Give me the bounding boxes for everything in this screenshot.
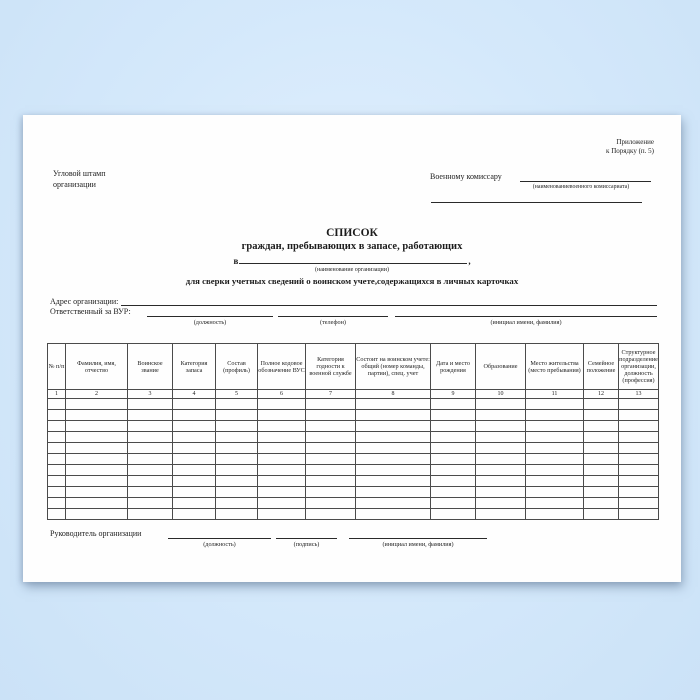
address-row: [50, 296, 657, 306]
empty-cell: [173, 432, 216, 443]
empty-cell: [476, 498, 526, 509]
empty-cell: [356, 432, 431, 443]
column-header-5: Состав (профиль): [216, 344, 258, 390]
empty-cell: [216, 465, 258, 476]
empty-cell: [48, 498, 66, 509]
empty-cell: [128, 498, 173, 509]
column-number-1: 1: [48, 390, 66, 399]
empty-cell: [216, 421, 258, 432]
empty-cell: [48, 487, 66, 498]
empty-cell: [526, 421, 584, 432]
empty-cell: [173, 454, 216, 465]
empty-cell: [584, 432, 619, 443]
empty-cell: [66, 476, 128, 487]
table-row: [48, 410, 659, 421]
address-blank-line: [121, 296, 657, 306]
empty-cell: [584, 498, 619, 509]
empty-cell: [476, 410, 526, 421]
responsible-label: Ответственный за ВУР:: [50, 307, 131, 316]
empty-cell: [48, 443, 66, 454]
stamp-line2: организации: [53, 179, 96, 189]
empty-cell: [526, 487, 584, 498]
empty-cell: [476, 443, 526, 454]
empty-cell: [128, 399, 173, 410]
column-number-4: 4: [173, 390, 216, 399]
organization-name-blank: [239, 254, 467, 264]
table-row: [48, 498, 659, 509]
empty-cell: [173, 410, 216, 421]
empty-cell: [306, 476, 356, 487]
commissar-label: Военному комиссару: [430, 172, 502, 181]
column-number-8: 8: [356, 390, 431, 399]
stamp-line1: Угловой штамп: [53, 169, 106, 178]
empty-cell: [128, 432, 173, 443]
column-number-2: 2: [66, 390, 128, 399]
empty-cell: [216, 476, 258, 487]
empty-cell: [66, 421, 128, 432]
responsible-phone-hint: (телефон): [320, 319, 346, 326]
document-title: СПИСОК: [326, 227, 378, 239]
footer-signature-blank: [276, 530, 337, 539]
empty-cell: [128, 421, 173, 432]
empty-cell: [258, 443, 306, 454]
column-header-1: № п/п: [48, 344, 66, 390]
empty-cell: [306, 465, 356, 476]
empty-cell: [48, 476, 66, 487]
empty-cell: [356, 498, 431, 509]
empty-cell: [526, 443, 584, 454]
column-header-10: Образование: [476, 344, 526, 390]
table-row: [48, 390, 659, 399]
empty-cell: [584, 454, 619, 465]
empty-cell: [66, 443, 128, 454]
empty-cell: [356, 454, 431, 465]
footer-signature-hint: (подпись): [293, 541, 320, 548]
empty-cell: [216, 443, 258, 454]
column-header-11: Место жительства (место пребывания): [526, 344, 584, 390]
empty-cell: [526, 498, 584, 509]
empty-cell: [48, 454, 66, 465]
empty-cell: [66, 465, 128, 476]
empty-cell: [216, 498, 258, 509]
empty-cell: [619, 454, 659, 465]
empty-cell: [356, 443, 431, 454]
empty-cell: [356, 465, 431, 476]
empty-cell: [526, 432, 584, 443]
commissar-blank-line: [520, 173, 651, 182]
commissar-hint: (наименованиевоенного комиссариата): [532, 184, 630, 190]
empty-cell: [128, 476, 173, 487]
empty-cell: [476, 509, 526, 520]
empty-cell: [356, 476, 431, 487]
empty-cell: [526, 509, 584, 520]
empty-cell: [216, 487, 258, 498]
column-number-11: 11: [526, 390, 584, 399]
footer-position-hint: (должность): [203, 541, 236, 548]
column-number-13: 13: [619, 390, 659, 399]
empty-cell: [48, 399, 66, 410]
empty-cell: [306, 454, 356, 465]
column-header-8: Состоит на воинском учете: общий (номер команды, партии), спец. учет: [356, 344, 431, 390]
empty-cell: [431, 410, 476, 421]
empty-cell: [258, 498, 306, 509]
empty-cell: [216, 399, 258, 410]
table-row: [48, 487, 659, 498]
empty-cell: [476, 476, 526, 487]
empty-cell: [431, 432, 476, 443]
empty-cell: [619, 465, 659, 476]
column-header-12: Семейное положение: [584, 344, 619, 390]
empty-cell: [258, 476, 306, 487]
empty-cell: [258, 421, 306, 432]
empty-cell: [258, 399, 306, 410]
org-suffix: ,: [468, 256, 471, 266]
empty-cell: [356, 487, 431, 498]
organization-name-hint: (наименование организации): [315, 267, 389, 273]
footer-name-hint: (инициал имени, фамилия): [382, 541, 454, 548]
empty-cell: [128, 509, 173, 520]
empty-cell: [306, 487, 356, 498]
table-row: [48, 399, 659, 410]
column-number-3: 3: [128, 390, 173, 399]
empty-cell: [431, 465, 476, 476]
empty-cell: [431, 509, 476, 520]
empty-cell: [476, 487, 526, 498]
empty-cell: [619, 498, 659, 509]
empty-cell: [431, 487, 476, 498]
empty-cell: [128, 454, 173, 465]
empty-cell: [526, 410, 584, 421]
empty-cell: [48, 410, 66, 421]
empty-cell: [431, 421, 476, 432]
empty-cell: [173, 509, 216, 520]
column-number-7: 7: [306, 390, 356, 399]
column-header-7: Категория годности к военной службе: [306, 344, 356, 390]
empty-cell: [66, 509, 128, 520]
column-header-6: Полное кодовое обозначение ВУС: [258, 344, 306, 390]
empty-cell: [258, 410, 306, 421]
empty-cell: [526, 454, 584, 465]
column-header-4: Категория запаса: [173, 344, 216, 390]
empty-cell: [476, 465, 526, 476]
responsible-name-blank: [395, 308, 657, 317]
empty-cell: [431, 498, 476, 509]
table-row: [48, 344, 659, 390]
responsible-position-blank: [147, 308, 273, 317]
responsible-name-hint: (инициал имени, фамилия): [490, 319, 562, 326]
empty-cell: [619, 443, 659, 454]
empty-cell: [306, 498, 356, 509]
empty-cell: [128, 487, 173, 498]
column-number-10: 10: [476, 390, 526, 399]
empty-cell: [431, 476, 476, 487]
column-header-9: Дата и место рождения: [431, 344, 476, 390]
empty-cell: [584, 421, 619, 432]
empty-cell: [431, 443, 476, 454]
empty-cell: [584, 410, 619, 421]
empty-cell: [619, 509, 659, 520]
column-number-6: 6: [258, 390, 306, 399]
column-header-2: Фамилия, имя, отчество: [66, 344, 128, 390]
empty-cell: [431, 399, 476, 410]
table-row: [48, 454, 659, 465]
empty-cell: [258, 487, 306, 498]
empty-cell: [48, 432, 66, 443]
empty-cell: [476, 454, 526, 465]
empty-cell: [128, 410, 173, 421]
table-row: [48, 465, 659, 476]
empty-cell: [173, 476, 216, 487]
empty-cell: [173, 465, 216, 476]
corner-stamp-placeholder: [53, 169, 105, 190]
empty-cell: [216, 410, 258, 421]
table-row: [48, 476, 659, 487]
empty-cell: [431, 454, 476, 465]
document-subtitle: граждан, пребывающих в запасе, работающих: [241, 241, 463, 252]
empty-cell: [173, 399, 216, 410]
empty-cell: [584, 476, 619, 487]
table-row: [48, 509, 659, 520]
table-row: [48, 443, 659, 454]
address-label: Адрес организации:: [50, 297, 119, 306]
empty-cell: [216, 509, 258, 520]
empty-cell: [173, 498, 216, 509]
appendix-line1: Приложение: [616, 138, 654, 146]
empty-cell: [306, 432, 356, 443]
empty-cell: [619, 421, 659, 432]
empty-cell: [619, 432, 659, 443]
empty-cell: [173, 421, 216, 432]
table-row: [48, 432, 659, 443]
empty-cell: [216, 432, 258, 443]
roster-table-container: [47, 343, 659, 520]
document-purpose: для сверки учетных сведений о воинском учете,содержащихся в личных карточках: [185, 276, 519, 286]
empty-cell: [356, 399, 431, 410]
empty-cell: [128, 443, 173, 454]
footer-label: Руководитель организации: [50, 529, 142, 538]
empty-cell: [526, 476, 584, 487]
empty-cell: [584, 465, 619, 476]
column-number-12: 12: [584, 390, 619, 399]
empty-cell: [619, 487, 659, 498]
empty-cell: [584, 399, 619, 410]
empty-cell: [526, 399, 584, 410]
empty-cell: [66, 487, 128, 498]
empty-cell: [66, 498, 128, 509]
empty-cell: [66, 454, 128, 465]
empty-cell: [584, 509, 619, 520]
column-number-5: 5: [216, 390, 258, 399]
empty-cell: [306, 443, 356, 454]
empty-cell: [356, 410, 431, 421]
empty-cell: [216, 454, 258, 465]
empty-cell: [619, 410, 659, 421]
empty-cell: [584, 443, 619, 454]
table-row: [48, 421, 659, 432]
empty-cell: [48, 509, 66, 520]
roster-table: [47, 343, 659, 520]
empty-cell: [66, 432, 128, 443]
empty-cell: [306, 509, 356, 520]
column-header-13: Структурное подразделение организации, должность (профессия): [619, 344, 659, 390]
responsible-position-hint: (должность): [193, 319, 227, 326]
empty-cell: [258, 432, 306, 443]
appendix-note: [606, 138, 654, 156]
appendix-line2: к Порядку (п. 5): [606, 147, 654, 155]
empty-cell: [356, 421, 431, 432]
empty-cell: [306, 399, 356, 410]
empty-cell: [48, 465, 66, 476]
empty-cell: [48, 421, 66, 432]
column-number-9: 9: [431, 390, 476, 399]
document-sheet: [23, 115, 681, 582]
empty-cell: [66, 410, 128, 421]
footer-name-blank: [349, 530, 487, 539]
empty-cell: [356, 509, 431, 520]
empty-cell: [173, 487, 216, 498]
empty-cell: [476, 432, 526, 443]
empty-cell: [128, 465, 173, 476]
org-prefix: в: [233, 256, 239, 266]
empty-cell: [619, 399, 659, 410]
empty-cell: [306, 410, 356, 421]
commissar-blank-line-2: [431, 194, 642, 203]
column-header-3: Воинское звание: [128, 344, 173, 390]
empty-cell: [526, 465, 584, 476]
empty-cell: [476, 399, 526, 410]
empty-cell: [619, 476, 659, 487]
empty-cell: [258, 509, 306, 520]
empty-cell: [258, 465, 306, 476]
empty-cell: [584, 487, 619, 498]
organization-name-line: [23, 254, 681, 266]
footer-position-blank: [168, 530, 271, 539]
empty-cell: [66, 399, 128, 410]
empty-cell: [476, 421, 526, 432]
responsible-phone-blank: [278, 308, 388, 317]
empty-cell: [258, 454, 306, 465]
empty-cell: [306, 421, 356, 432]
empty-cell: [173, 443, 216, 454]
